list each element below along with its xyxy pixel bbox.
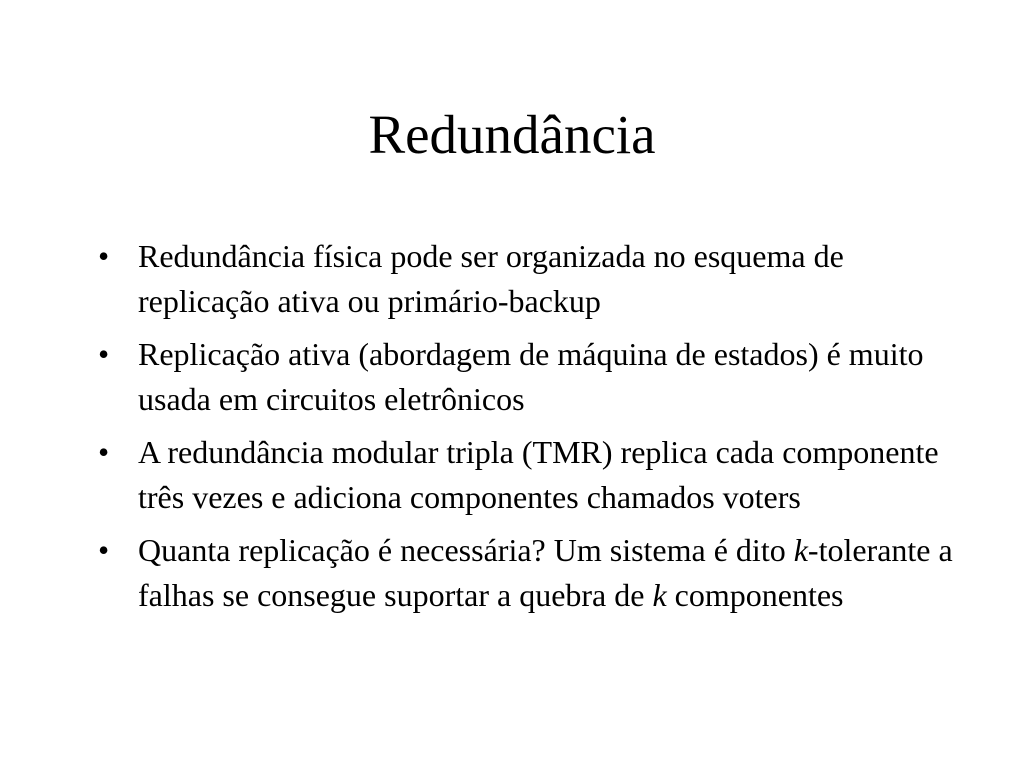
bullet-item — [98, 234, 968, 324]
bullet-item — [98, 528, 968, 618]
bullet-text: Replicação ativa (abordagem de máquina de estados) é muito usada em circuitos eletrônicos — [138, 336, 924, 417]
bullet-list — [98, 234, 968, 626]
bullet-marker: • — [98, 238, 110, 274]
bullet-text — [138, 532, 953, 613]
bullet-text-segment: componentes — [666, 577, 844, 613]
bullet-text: A redundância modular tripla (TMR) replica cada componente três vezes e adiciona componentes chamados voters — [138, 434, 939, 515]
bullet-text-segment: Quanta replicação é necessária? Um sistema é dito — [138, 532, 794, 568]
bullet-item — [98, 430, 968, 520]
bullet-item — [98, 332, 968, 422]
variable-k: k — [652, 577, 667, 613]
bullet-text: Redundância física pode ser organizada no esquema de replicação ativa ou primário-backup — [138, 238, 844, 319]
bullet-marker: • — [98, 434, 110, 470]
bullet-marker: • — [98, 532, 110, 568]
bullet-marker: • — [98, 336, 110, 372]
slide-title: Redundância — [368, 104, 656, 165]
bullet-text-segment: -tolerante a falhas se consegue suportar a quebra de — [138, 532, 953, 613]
variable-k: k — [793, 532, 808, 568]
